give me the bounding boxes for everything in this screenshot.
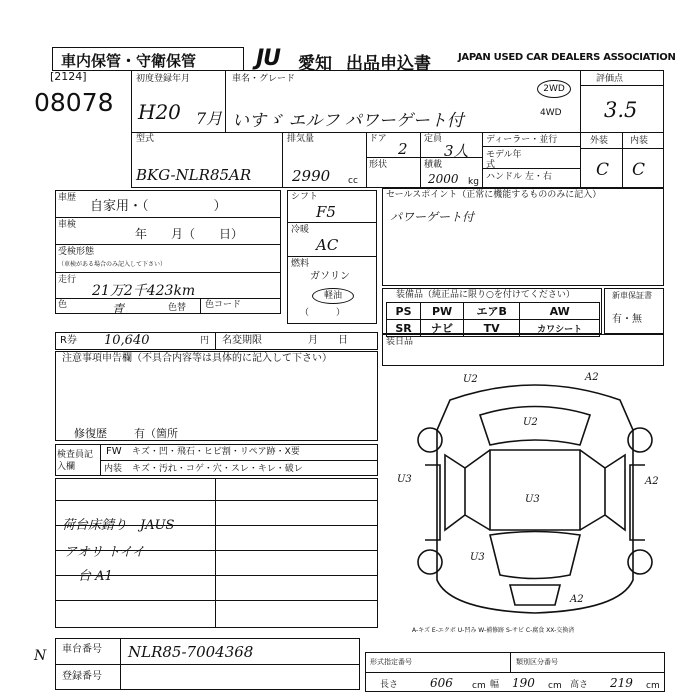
repair-value: 有（箇所 [134, 427, 178, 440]
class-number-label: 類別区分番号 [516, 658, 558, 666]
mileage-label: 走行 [58, 275, 77, 285]
score-label: 評価点 [596, 74, 624, 84]
color-code-label: 色コード [205, 300, 242, 310]
repair-label: 修復歴 [74, 427, 107, 440]
chassis-value: NLR85-7004368 [128, 643, 254, 661]
fw-label: FW [106, 446, 122, 457]
sales-point-box [382, 188, 664, 286]
handle-label: ハンドル 左・右 [486, 172, 552, 182]
recycle-value: 10,640 [104, 333, 150, 348]
mileage-value: 21万2千423km [92, 283, 196, 299]
kg-unit: kg [468, 177, 479, 187]
width-value: 190 [512, 676, 535, 690]
capacity-label: 定員 [424, 134, 443, 144]
damage-mark-8: A2 [570, 594, 584, 605]
form-title: 出品申込書 [346, 54, 431, 74]
cc-unit: cc [348, 176, 358, 186]
interior-grade: C [632, 160, 646, 180]
extras-box [382, 334, 664, 366]
displacement-value: 2990 [292, 167, 331, 185]
damage-mark-3: U2 [523, 417, 538, 428]
height-unit: cm [646, 681, 660, 691]
first-reg-month: 7月 [196, 109, 223, 128]
inspector-label: 検査員記入欄 [57, 450, 94, 472]
sales-point-text: パワーゲート付 [390, 210, 475, 224]
equip-navi: ナビ [421, 320, 464, 337]
fuel-gasoline: ガソリン [310, 271, 350, 282]
model-year-label: モデル年式 [486, 150, 522, 170]
fw-text: キズ・凹・飛石・ヒビ割・リペア跡・X要 [132, 447, 300, 457]
shape-label: 形状 [369, 160, 388, 170]
interior-label: 内装 [630, 136, 649, 146]
equip-ps: PS [387, 303, 421, 320]
length-unit: cm [472, 681, 486, 691]
equip-aw: AW [520, 303, 600, 320]
doors-value: 2 [398, 140, 408, 158]
type-number-label: 形式指定番号 [370, 658, 412, 666]
handwritten-note-3: 台 A1 [78, 569, 113, 584]
length-label: 長さ [380, 680, 399, 690]
equipment-table [386, 302, 600, 337]
model-label: 型式 [136, 134, 155, 144]
color-label: 色 [58, 300, 68, 310]
load-label: 積載 [424, 160, 443, 170]
warranty-value: 有・無 [612, 314, 642, 325]
doors-label: ドア [369, 134, 387, 144]
lot-number: 08078 [34, 88, 114, 117]
load-value: 2000 [428, 172, 459, 186]
form-code: [2124] [50, 70, 87, 83]
length-value: 606 [430, 676, 453, 690]
ac-label: 冷暖 [291, 225, 310, 235]
width-unit: cm [548, 681, 562, 691]
equip-pw: PW [421, 303, 464, 320]
truck-diagram [397, 370, 665, 620]
exterior-grade: C [596, 160, 610, 180]
warranty-label: 新車保証書 [612, 291, 652, 300]
width-label: 幅 [490, 680, 500, 690]
ju-logo: JU [256, 46, 281, 71]
damage-mark-2: A2 [585, 372, 599, 383]
capacity-value: 3人 [444, 142, 469, 160]
drive-4wd: 4WD [540, 108, 562, 118]
interior-check-label: 内装 [104, 464, 123, 474]
equipment-row-1 [387, 303, 600, 320]
damage-mark-5: U3 [525, 494, 540, 505]
receive-label: 受検形態 [58, 247, 95, 257]
equip-sr: SR [387, 320, 421, 337]
damage-mark-6: A2 [645, 476, 659, 487]
association-name: JAPAN USED CAR DEALERS ASSOCIATION [458, 52, 676, 63]
equip-airbag: エアB [464, 303, 520, 320]
height-value: 219 [610, 676, 633, 690]
shift-value: F5 [316, 203, 336, 221]
shift-label: シフト [291, 192, 319, 202]
usage-value: 自家用・（ ） [90, 199, 227, 214]
first-reg-year: H20 [138, 100, 181, 124]
storage-label: 車内保管・守衛保管 [61, 52, 197, 70]
inspection-value: 年 月（ 日） [135, 227, 244, 241]
equip-leather: カワシート [520, 320, 600, 337]
expiry-unit: 月 日 [308, 335, 348, 346]
usage-label: 車歴 [58, 193, 77, 203]
car-name-value: いすゞ エルフ パワーゲート付 [232, 111, 464, 131]
org-name: 愛知 [298, 54, 332, 74]
fuel-other: （ ） [300, 308, 346, 318]
sales-point-label: セールスポイント（正常に機能するもののみに記入） [386, 190, 602, 200]
expiry-label: 名変期限 [222, 335, 262, 346]
color-value: 青 [112, 302, 125, 316]
inspection-label: 車検 [58, 220, 77, 230]
equipment-label: 装備品（純正品に限り○を付けてください） [396, 290, 575, 300]
notes-label: 注意事項申告欄（不具合内容等は具体的に記入して下さい） [62, 353, 332, 364]
equip-tv: TV [464, 320, 520, 337]
ac-value: AC [316, 236, 339, 254]
damage-legend: A-キズ E-エクボ U-凹み W-補修跡 S-サビ C-腐食 XX-交換済 [412, 627, 575, 634]
chassis-label: 車台番号 [62, 644, 102, 655]
storage-box [52, 47, 244, 71]
handwritten-note-2: アオリ トイイ [64, 545, 145, 560]
recycle-yen: 円 [200, 336, 210, 346]
dealer-label: ディーラー・並行 [486, 135, 558, 145]
exterior-label: 外装 [590, 136, 609, 146]
damage-mark-4: U3 [397, 474, 412, 485]
height-label: 高さ [570, 680, 589, 690]
car-name-label: 車名・グレード [232, 74, 296, 84]
score-value: 3.5 [604, 98, 638, 122]
color-change: 色替 [168, 303, 187, 313]
fuel-diesel: 軽油 [312, 288, 354, 304]
extras-label: 装日品 [386, 337, 414, 347]
n-mark: N [34, 648, 47, 664]
reg-label: 登録番号 [62, 671, 102, 682]
model-value: BKG-NLR85AR [136, 166, 252, 184]
damage-mark-1: U2 [463, 374, 478, 385]
recycle-label: R券 [60, 335, 77, 346]
receive-note: （車検がある場合のみ記入して下さい） [58, 261, 167, 268]
fuel-label: 燃料 [291, 259, 310, 269]
first-reg-label: 初度登録年月 [136, 74, 191, 84]
damage-mark-7: U3 [470, 552, 485, 563]
handwritten-note-1: 荷台床錆り JAUS [62, 518, 175, 533]
displacement-label: 排気量 [287, 134, 315, 144]
drive-2wd: 2WD [537, 80, 571, 98]
interior-check-text: キズ・汚れ・コゲ・穴・スレ・キレ・破レ [132, 464, 303, 474]
